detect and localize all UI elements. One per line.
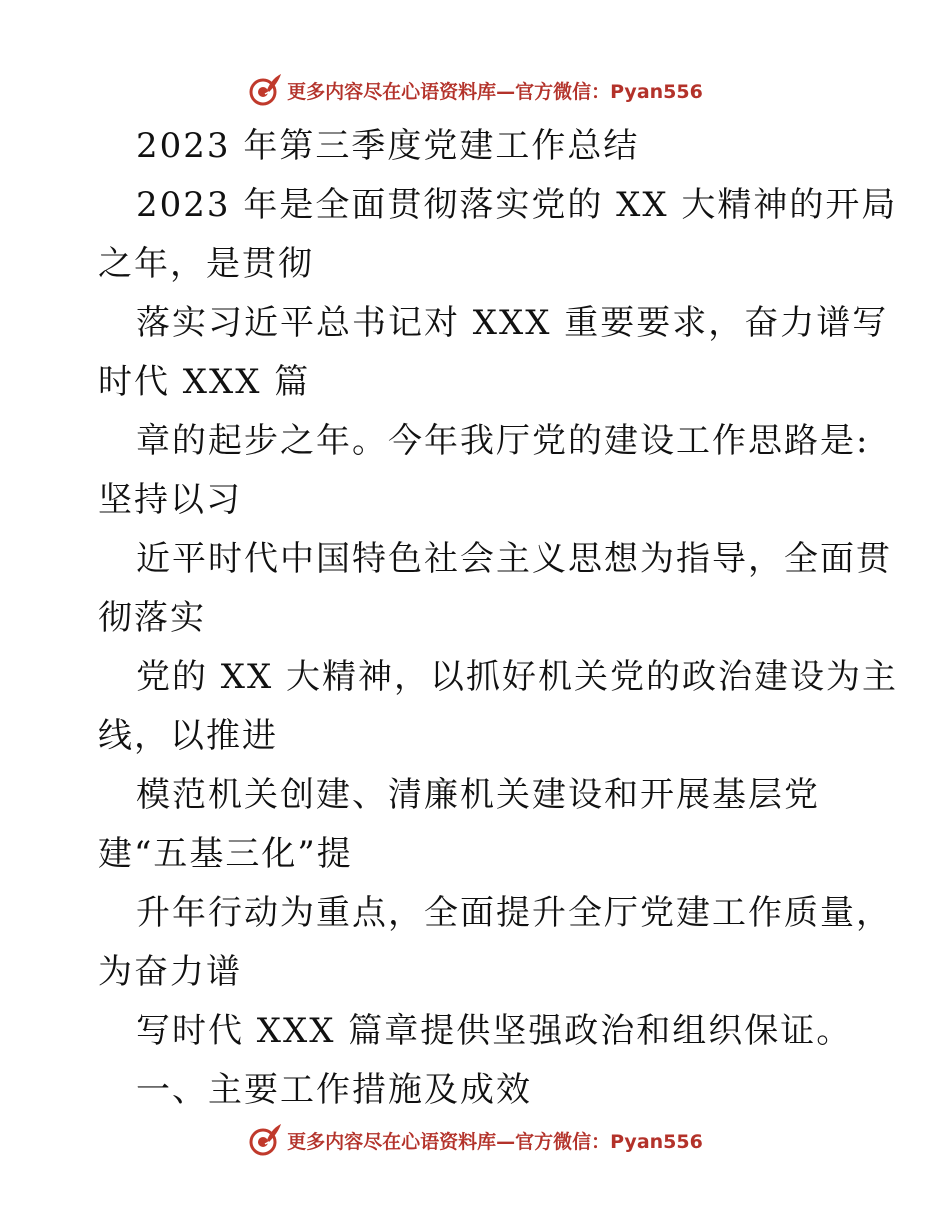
paragraph-line: 2023 年是全面贯彻落实党的 XX 大精神的开局 — [136, 185, 898, 225]
paragraph-line: 线，以推进 — [98, 716, 278, 756]
paragraph-line: 建“五基三化”提 — [98, 834, 353, 874]
quill-logo-icon — [247, 1122, 283, 1158]
paragraph-line: 写时代 XXX 篇章提供坚强政治和组织保证。 — [136, 1011, 853, 1051]
section-heading: 一、主要工作措施及成效 — [136, 1070, 532, 1110]
paragraph-line: 升年行动为重点，全面提升全厅党建工作质量， — [136, 893, 892, 933]
paragraph-line: 为奋力谱 — [98, 952, 242, 992]
paragraph-line: 时代 XXX 篇 — [98, 362, 311, 402]
paragraph-line: 章的起步之年。今年我厅党的建设工作思路是: — [136, 421, 870, 461]
watermark-footer — [0, 1118, 950, 1162]
document-title: 2023 年第三季度党建工作总结 — [136, 126, 640, 166]
paragraph-line: 之年，是贯彻 — [98, 244, 314, 284]
watermark-header — [0, 68, 950, 112]
quill-logo-icon — [247, 72, 283, 108]
watermark-text: 更多内容尽在心语资料库—官方微信：Pyan556 — [287, 80, 703, 103]
watermark-text: 更多内容尽在心语资料库—官方微信：Pyan556 — [287, 1130, 703, 1153]
paragraph-line: 模范机关创建、清廉机关建设和开展基层党 — [136, 775, 820, 815]
paragraph-line: 党的 XX 大精神，以抓好机关党的政治建设为主 — [136, 657, 899, 697]
paragraph-line: 落实习近平总书记对 XXX 重要要求，奋力谱写 — [136, 303, 889, 343]
paragraph-line: 彻落实 — [98, 598, 206, 638]
paragraph-line: 坚持以习 — [98, 480, 242, 520]
paragraph-line: 近平时代中国特色社会主义思想为指导，全面贯 — [136, 539, 892, 579]
